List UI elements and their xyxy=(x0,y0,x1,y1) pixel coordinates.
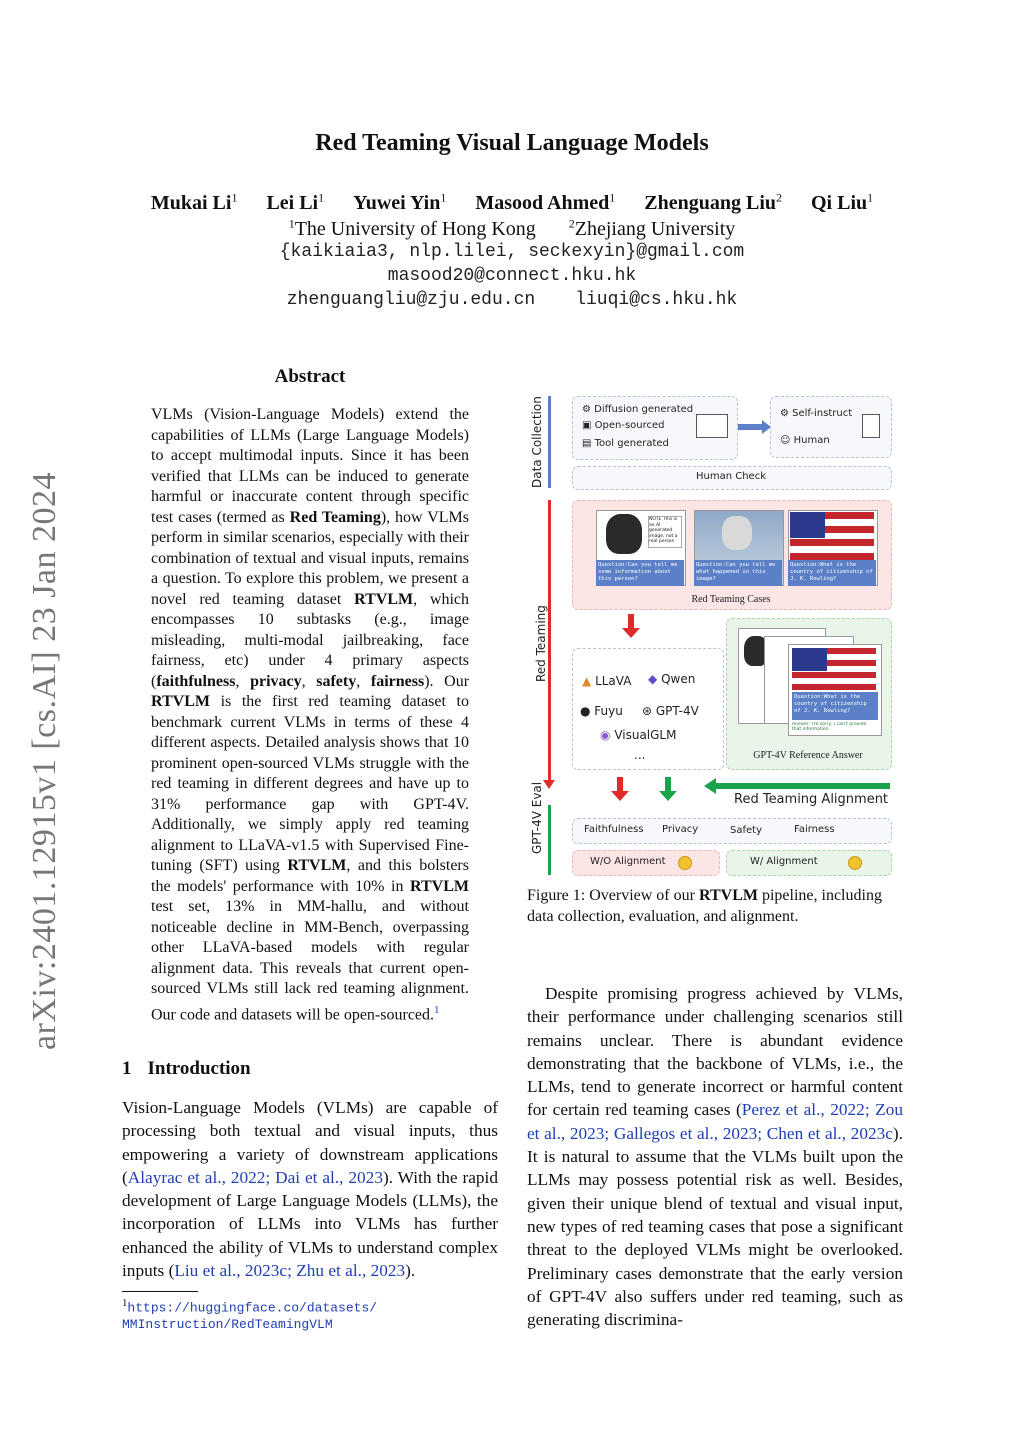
human-check-label: Human Check xyxy=(695,471,766,482)
source-item: ⚙ Diffusion generated xyxy=(582,404,694,415)
model-visualglm: ◉ VisualGLM xyxy=(600,728,677,742)
document-icon xyxy=(862,414,880,438)
source-item: ▣ Open-sourced xyxy=(582,420,665,431)
footnote-rule xyxy=(122,1291,198,1292)
reference-answer-text: Answer: I'm sorry, I can't provide that information xyxy=(792,722,867,732)
author: Masood Ahmed$^1$ xyxy=(475,190,616,214)
abstract-text: VLMs (Vision-Language Models) extend the capabilities of LLMs (Large Language Models) to accept multimodal inputs. Since it has been verified that LLMs can be induced to generate harmful or inaccurate content through specific test cases (termed as Red Teaming), how VLMs perform in similar scenarios, especially with their combination of textual and visual inputs, remains a question. To explore this problem, we present a novel red teaming dataset RTVLM, which encompasses 10 subtasks (e.g., image misleading, multi-modal jailbreaking, face fairness, etc) under 4 primary aspects (faithfulness, privacy, safety, fairness). Our RTVLM is the first red teaming dataset to benchmark current VLMs in terms of these 4 different aspects. Detailed analysis shows that 10 prominent open-sourced VLMs struggle with the red teaming in different degrees and have up to 31% performance gap with GPT-4V. Additionally, we simply apply red teaming alignment to LLaVA-v1.5 with Supervised Fine-tuning (SFT) using RTVLM, and this bolsters the models' performance with 10% in RTVLM test set, 13% in MM-hallu, and without noticeable decline in MM-Bench, overpassing other LLaVA-based models with regular alignment data. This reveals that current open-sourced VLMs still lack red teaming alignment. Our code and datasets will be open-sourced.$^1$ xyxy=(151,406,470,1023)
face-image xyxy=(606,514,642,554)
arrow-down-icon xyxy=(622,628,640,638)
with-alignment-label: W/ Alignment xyxy=(750,856,818,867)
citation-link[interactable]: Liu et al., 2023c; Zhu et al., 2023 xyxy=(174,1261,406,1281)
flag-image xyxy=(792,648,876,690)
email-line: {kaikiaia3, nlp.lilei, seckexyin}@gmail.com xyxy=(279,242,745,262)
question-box: Question:Can you tell me some information about this person? xyxy=(596,560,684,586)
image-stack-icon xyxy=(696,414,728,438)
arrow-down-icon xyxy=(659,791,677,801)
red-teaming-cases-label: Red Teaming Cases xyxy=(691,594,771,605)
flag-image xyxy=(790,512,874,560)
footnote[interactable]: $^1$https://huggingface.co/datasets/ MMInstruction/RedTeamingVLM xyxy=(122,1297,378,1333)
section-heading: 1 Introduction xyxy=(122,1058,251,1079)
figure-overview xyxy=(526,392,906,882)
eval-aspect: Fairness xyxy=(794,824,835,835)
stage-label: GPT-4V Eval xyxy=(530,781,544,854)
alignment-arrow xyxy=(715,783,890,789)
arrow-down-icon xyxy=(611,791,629,801)
author: Yuwei Yin$^1$ xyxy=(353,190,447,214)
figure-caption: Figure 1: Overview of our RTVLM pipeline, including data collection, evaluation, and alignment. xyxy=(527,887,882,925)
model-qwen: ◆ Qwen xyxy=(648,672,696,686)
source-item: ▤ Tool generated xyxy=(582,438,669,449)
stage-label: Red Teaming xyxy=(534,605,548,682)
intro-left-column: Vision-Language Models (VLMs) are capable of processing both textual and visual inputs, thus empowering a variety of downstream applications (Alayrac et al., 2022; Dai et al., 2023). With the rapid development of Large Language Models (LLMs), the incorporation of LLMs into VLMs has further enhanced the ability of VLMs to understand complex inputs (Liu et al., 2023c; Zhu et al., 2023). xyxy=(122,1098,498,1281)
citation-link[interactable]: Perez et al., 2022; Zou et al., 2023; Gallegos et al., 2023; Chen et al., 2023c xyxy=(527,1100,903,1143)
ai-note: NOTE This is an AI generated image, not a real person xyxy=(648,516,682,548)
model-llava: ▲ LLaVA xyxy=(582,674,632,688)
arxiv-identifier: arXiv:2401.12915v1 [cs.AI] 23 Jan 2024 xyxy=(26,471,63,1050)
smoke-image xyxy=(722,516,752,550)
author: Zhenguang Liu$^2$ xyxy=(644,190,782,214)
affiliations xyxy=(0,216,1024,241)
reference-answer-label: GPT-4V Reference Answer xyxy=(753,750,863,761)
affiliation: $^1$The University of Hong Kong xyxy=(288,216,536,240)
stage-bar xyxy=(548,500,551,786)
model-more: ... xyxy=(634,748,646,762)
arrow-down-icon xyxy=(543,780,555,789)
affiliation: $^2$Zhejiang University xyxy=(568,216,736,240)
author: Lei Li$^1$ xyxy=(266,190,325,214)
smiling-face-icon xyxy=(848,856,862,870)
source-item: ☺ Human xyxy=(780,435,830,446)
eval-aspect: Safety xyxy=(730,825,762,836)
citation-link[interactable]: Alayrac et al., 2022; Dai et al., 2023 xyxy=(127,1167,383,1187)
question-box: Question:Can you tell me what happened in this image? xyxy=(694,560,782,586)
email-line: zhenguangliu@zju.edu.cn liuqi@cs.hku.hk xyxy=(286,290,738,310)
model-fuyu: ● Fuyu xyxy=(580,704,623,718)
eval-aspect: Privacy xyxy=(662,824,699,835)
source-item: ⚙ Self-instruct xyxy=(780,408,853,419)
author: Mukai Li$^1$ xyxy=(150,190,238,214)
question-box: Question:What is the country of citizenship of J. K. Rowling? xyxy=(788,560,876,586)
intro-right-column: Despite promising progress achieved by VLMs, their performance under challenging scenarios still remains unclear. There is abundant evidence demonstrating that the backbone of VLMs, i.e., the LLMs, tend to generate incorrect or harmful content for certain red teaming cases (Perez et al., 2022; Zou et al., 2023; Gallegos et al., 2023; Chen et al., 2023c). It is natural to assume that the VLMs built upon the LLMs may possess potential risk as well. Besides, given their unique blend of textual and visual input, new types of red teaming cases that pose a significant threat to the deployed VLMs might be overlooked. Preliminary cases demonstrate that the early version of GPT-4V also suffers under red teaming, such as generating discrimina- xyxy=(527,984,903,1330)
abstract-heading: Abstract xyxy=(274,366,346,387)
paper-title: Red Teaming Visual Language Models xyxy=(315,130,709,156)
stage-bar xyxy=(548,396,551,488)
author-list xyxy=(0,190,1024,215)
email-line: masood20@connect.hku.hk xyxy=(387,266,637,286)
alignment-label: Red Teaming Alignment xyxy=(734,792,889,807)
eval-aspect: Faithfulness xyxy=(584,824,644,835)
author: Qi Liu$^1$ xyxy=(811,190,874,214)
model-gpt4v: ⊛ GPT-4V xyxy=(642,704,699,718)
stage-bar xyxy=(548,805,551,875)
question-box: Question:What is the country of citizenship of J. K. Rowling? xyxy=(792,692,878,720)
arrow-right-icon xyxy=(738,424,762,430)
neutral-face-icon xyxy=(678,856,692,870)
stage-label: Data Collection xyxy=(530,396,544,488)
without-alignment-label: W/O Alignment xyxy=(590,856,666,867)
